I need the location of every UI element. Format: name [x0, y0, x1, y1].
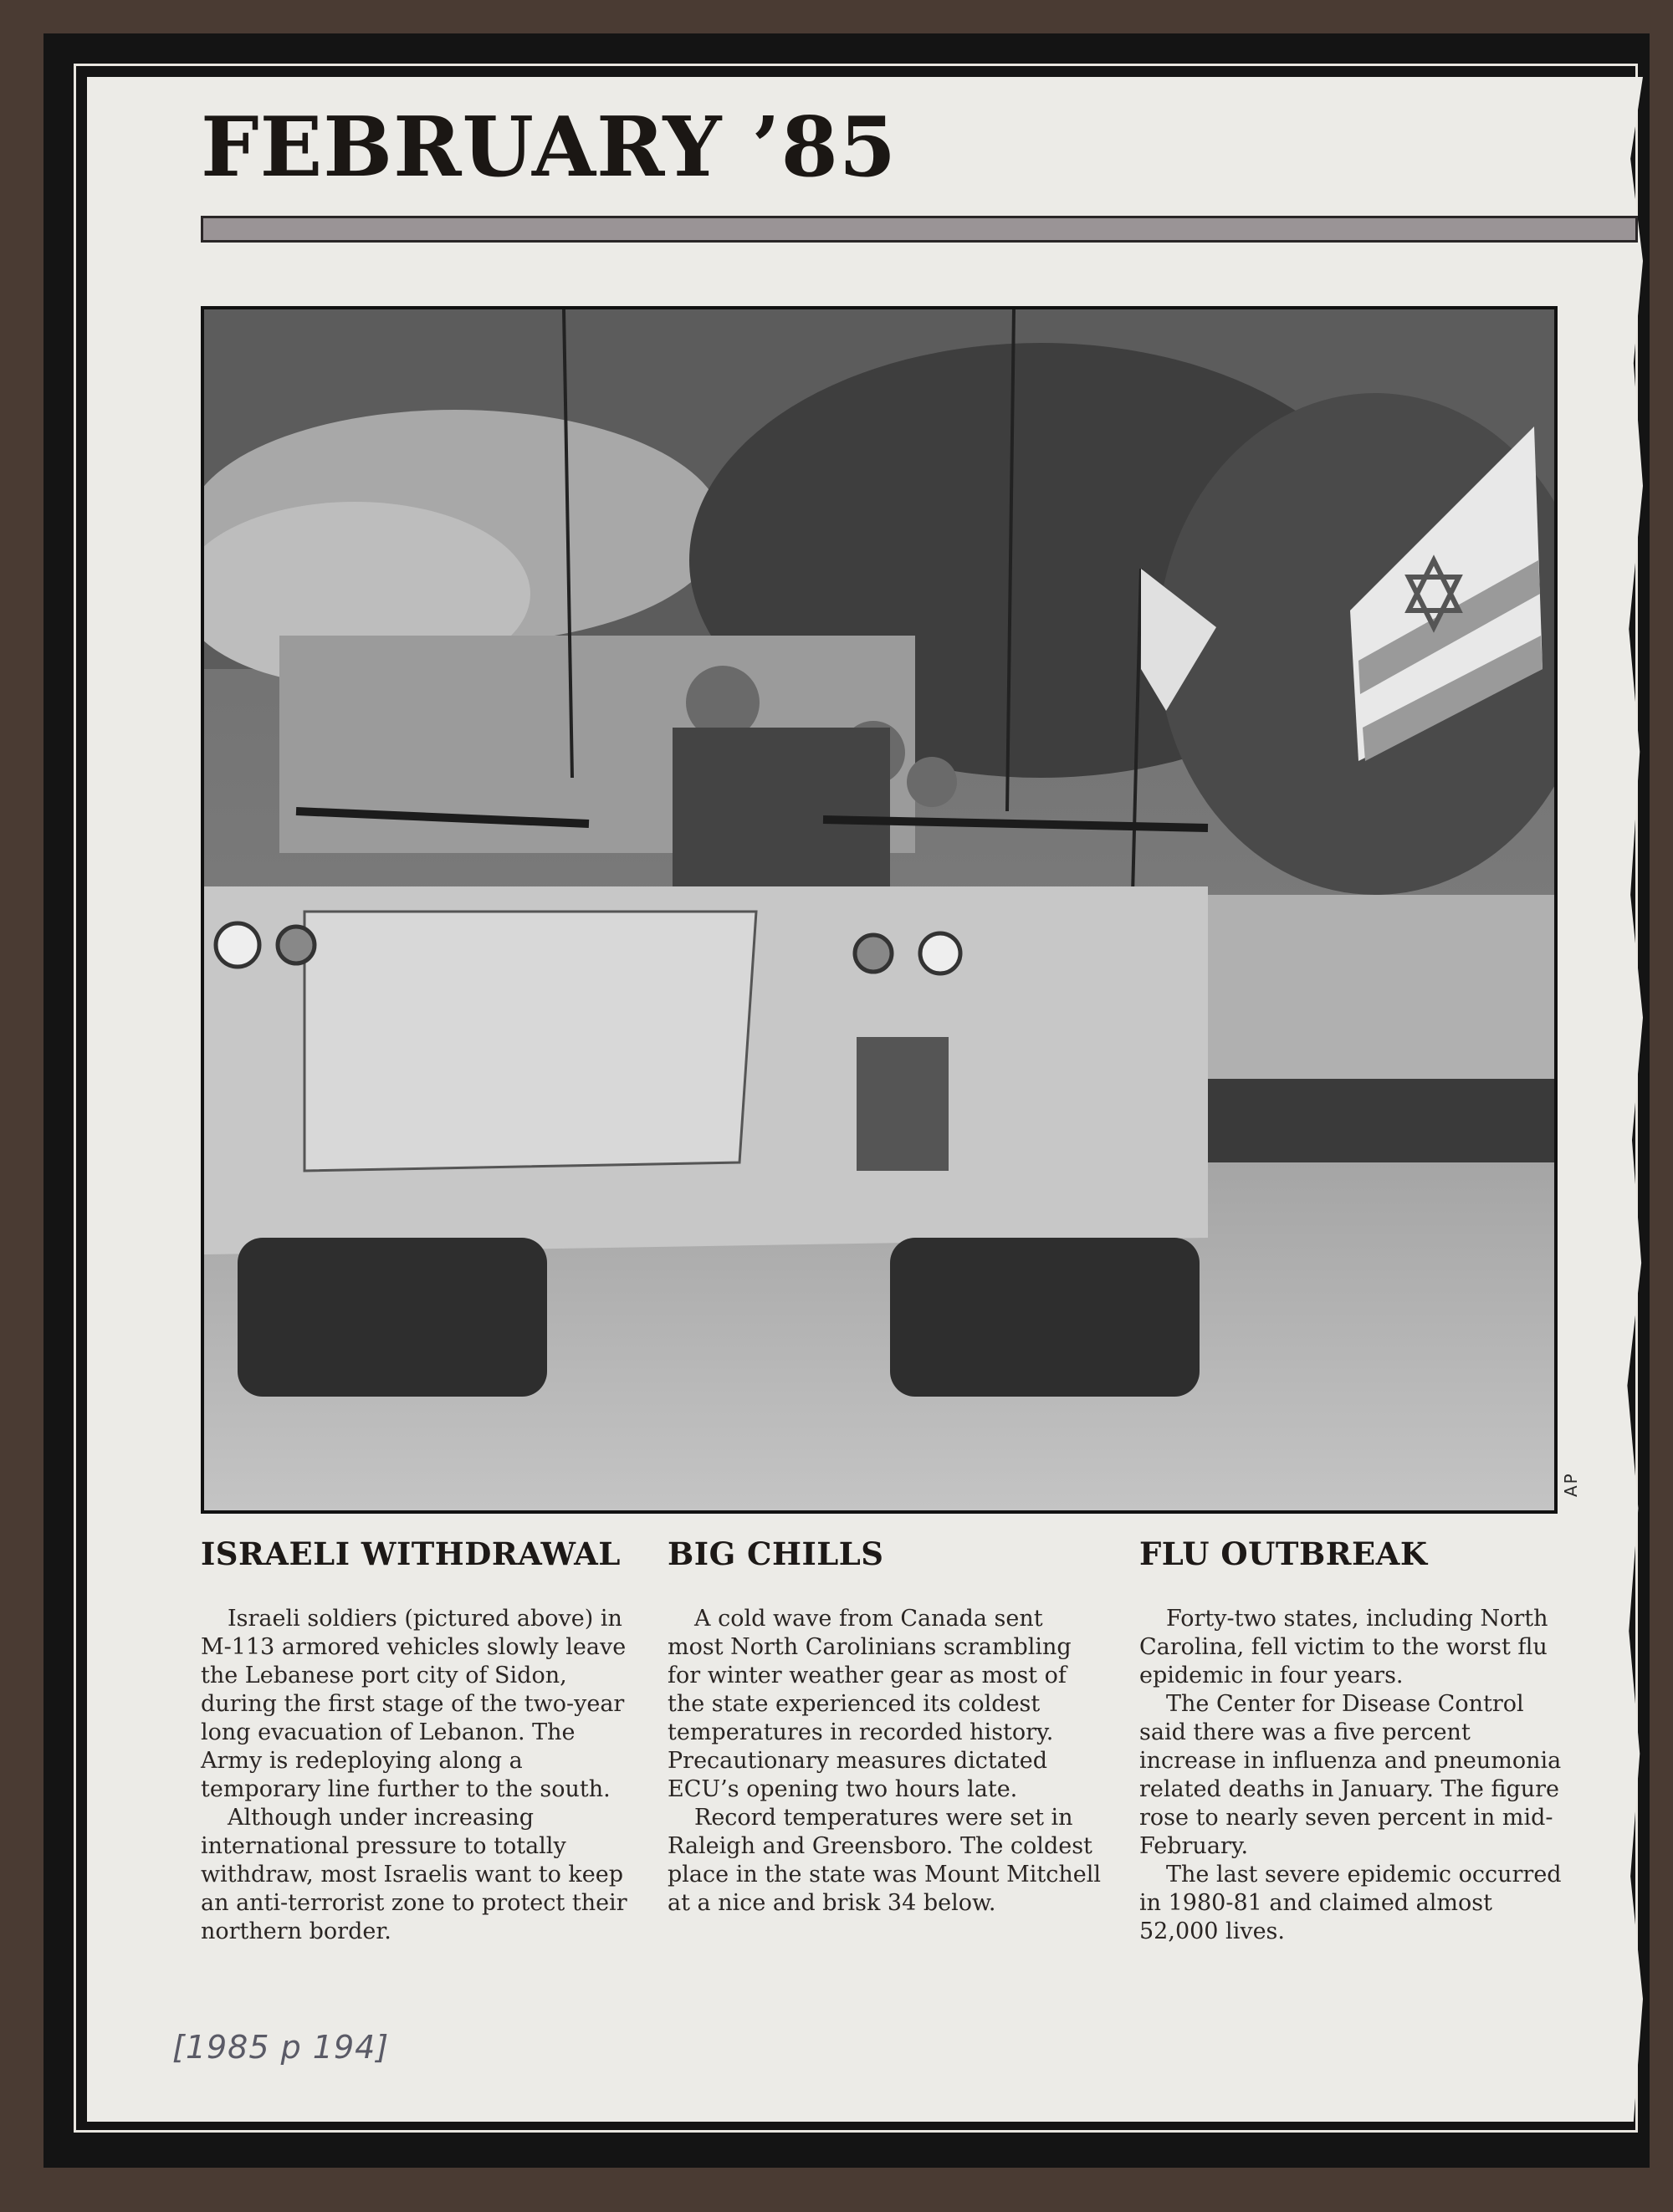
page-title: FEBRUARY ’85 [201, 100, 898, 196]
news-photo [201, 306, 1558, 1514]
article-paragraph: Although under increasing international pressure to totally withdraw, most Israelis want to keep an anti-terrorist zone to protect their northern border. [201, 1804, 627, 1944]
article-heading: BIG CHILLS [668, 1535, 884, 1572]
article-heading: ISRAELI WITHDRAWAL [201, 1535, 621, 1572]
article-big-chills [668, 1537, 1103, 1918]
article-israeli-withdrawal [201, 1537, 636, 1946]
article-paragraph: The last severe epidemic occurred in 1980-81 and claimed almost 52,000 lives. [1139, 1861, 1562, 1944]
photo-credit: AP [1561, 1472, 1581, 1497]
article-paragraph: The Center for Disease Control said there was a five percent increase in influenza and pneumonia related deaths in January. The figure rose to nearly seven percent in mid-February. [1139, 1690, 1562, 1859]
article-paragraph: Forty-two states, including North Carolina, fell victim to the worst flu epidemic in four years. [1139, 1605, 1548, 1688]
title-rule [201, 216, 1638, 243]
handwritten-page-reference: [1985 p 194] [172, 2029, 390, 2066]
article-paragraph: Record temperatures were set in Raleigh and Greensboro. The coldest place in the state was Mount Mitchell at a nice and brisk 34 below. [668, 1804, 1101, 1916]
article-flu-outbreak [1139, 1537, 1574, 1946]
article-paragraph: Israeli soldiers (pictured above) in M-113 armored vehicles slowly leave the Lebanese port city of Sidon, during the first stage of the two-year long evacuation of Lebanon. The Army is redeploying along a temporary line further to the south. [201, 1605, 627, 1802]
article-paragraph: A cold wave from Canada sent most North Carolinians scrambling for winter weather gear as most of the state experienced its coldest temperatures in recorded history. Precautionary measures dictated ECU’s opening two hours late. [668, 1605, 1072, 1802]
article-heading: FLU OUTBREAK [1139, 1535, 1428, 1572]
